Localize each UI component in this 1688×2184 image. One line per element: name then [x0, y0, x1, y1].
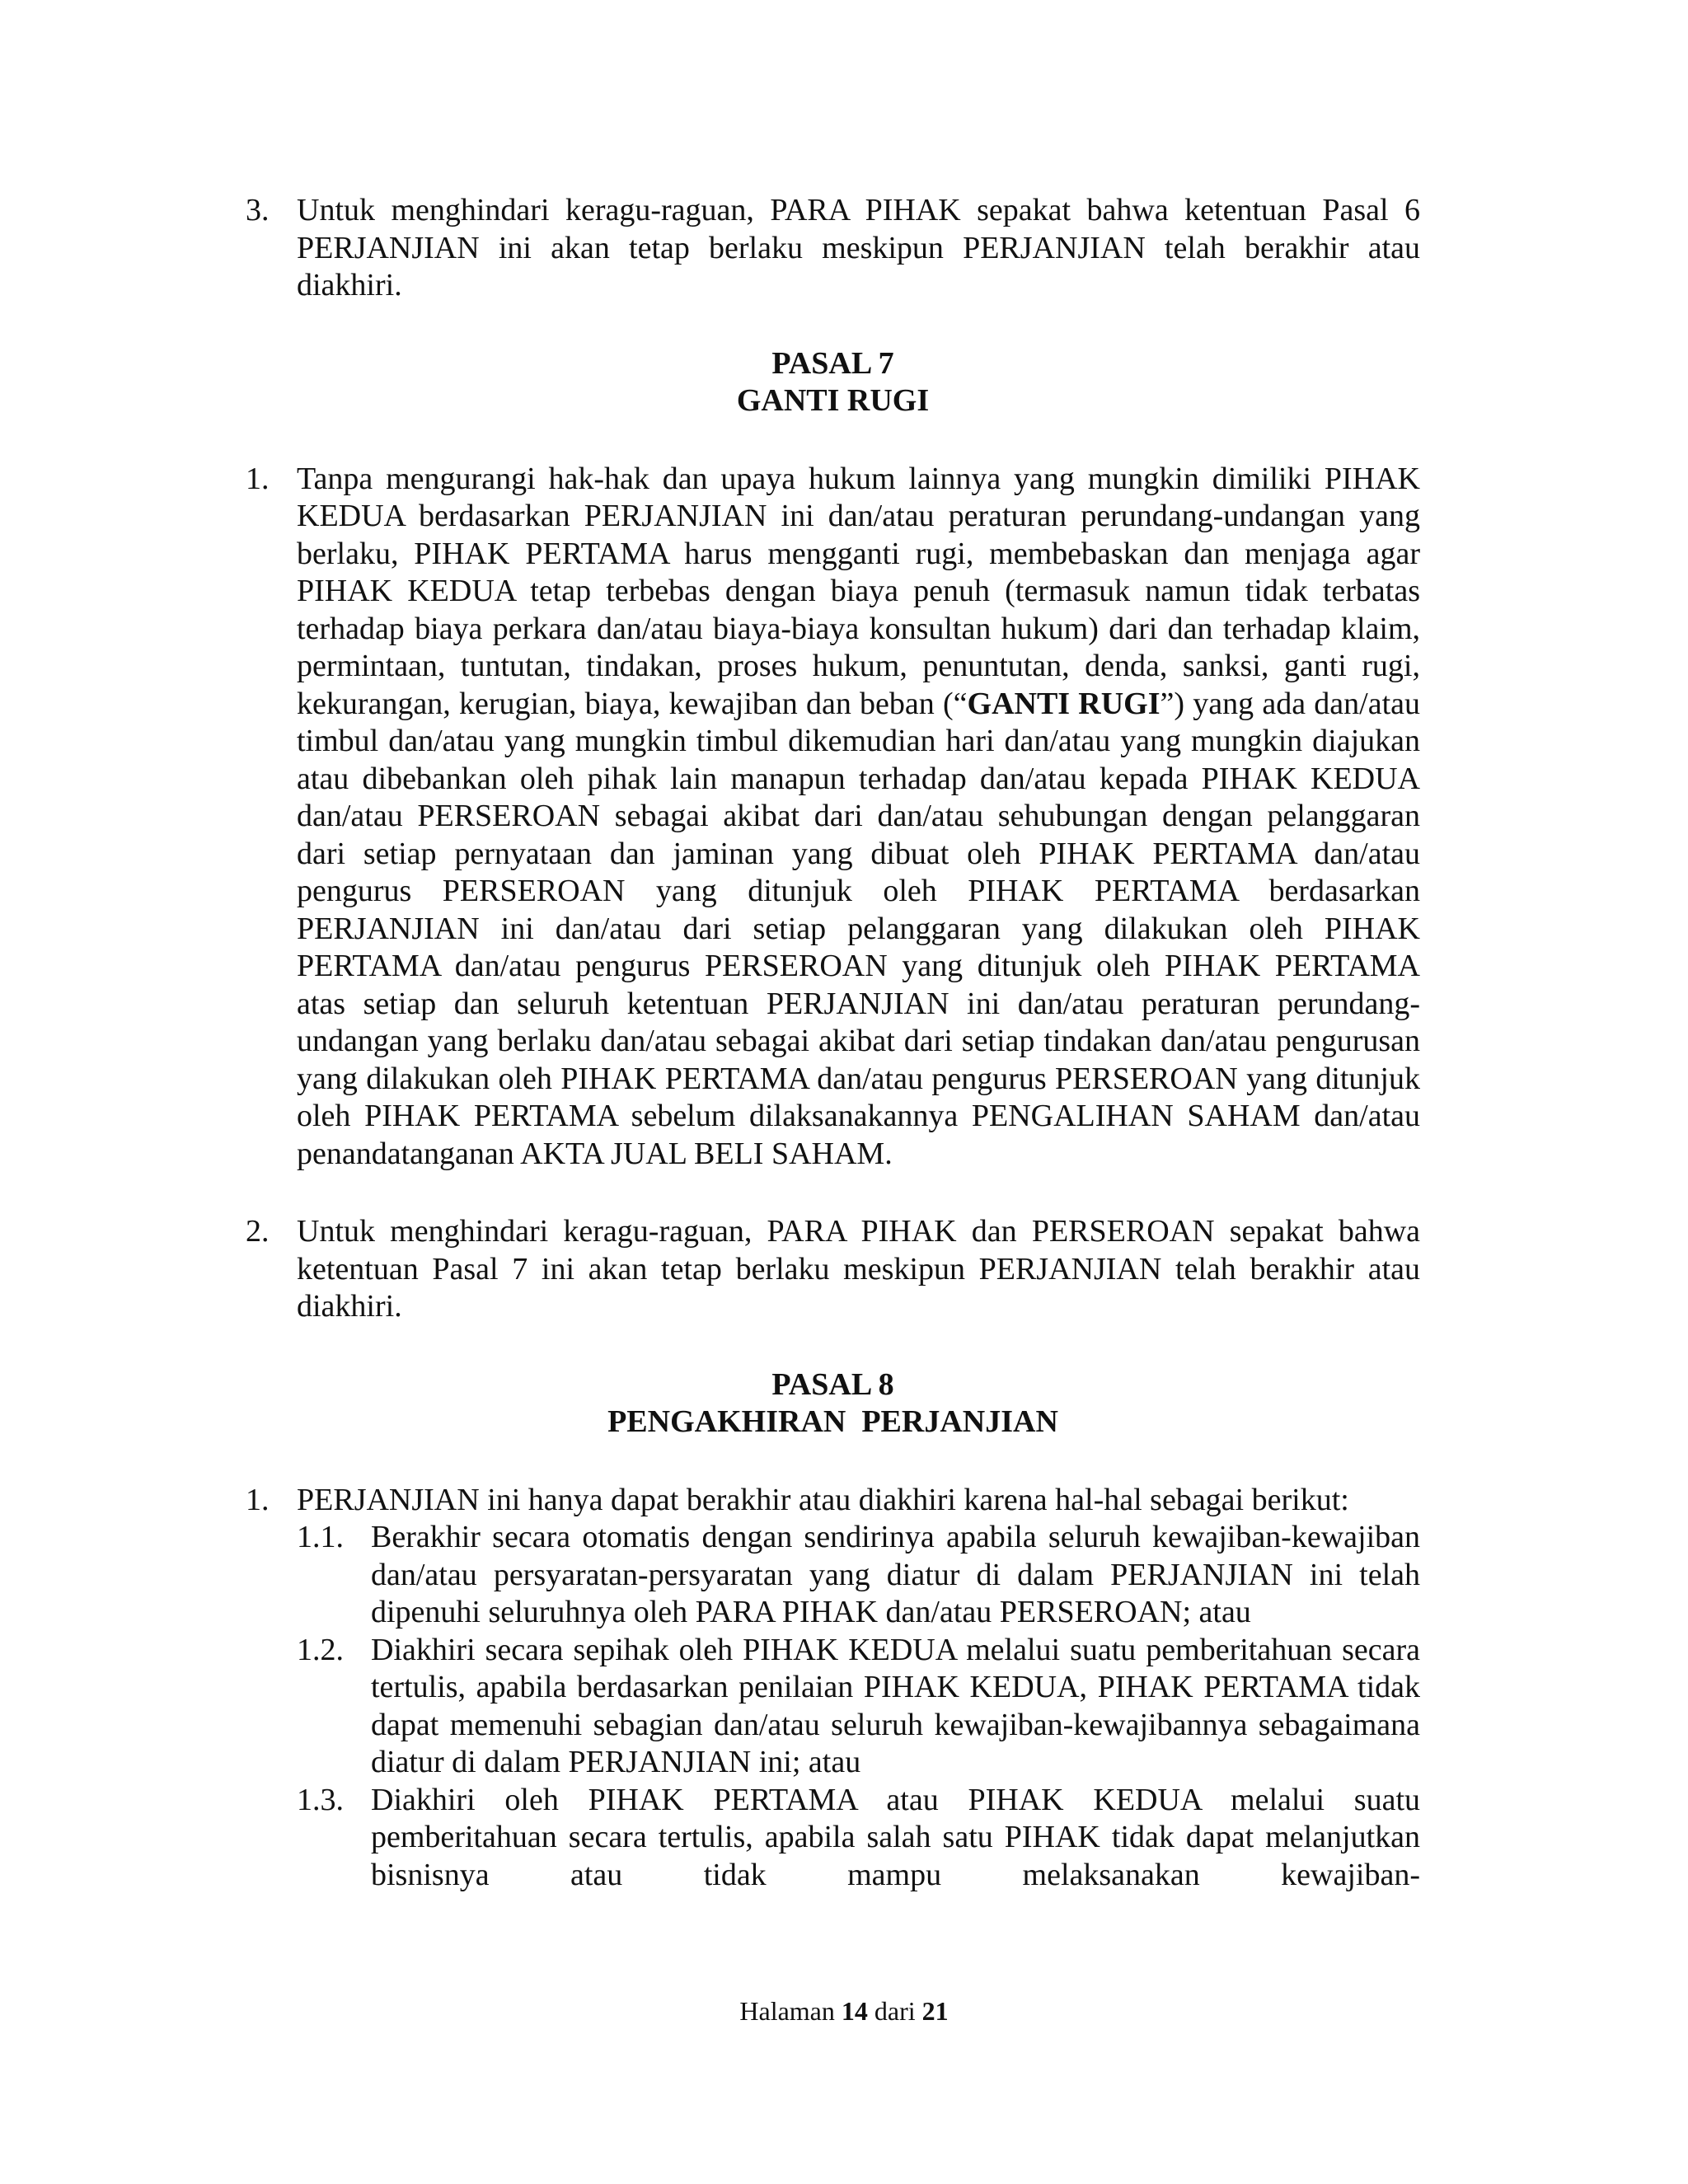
sub-item-text: Diakhiri oleh PIHAK PERTAMA atau PIHAK KEDUA melalui suatu pemberitahuan secara tertulis, apabila salah satu PIHAK tidak dapat melanjutkan bisnisnya atau tidak mampu melaksanakan kewajiban-	[371, 1782, 1420, 1892]
footer-page-number: 14	[841, 1996, 868, 2026]
pasal7-item-2	[246, 1213, 1420, 1326]
document-body	[246, 192, 1420, 1894]
footer-total-pages: 21	[921, 1996, 949, 2026]
sub-item-number: 1.1.	[297, 1520, 344, 1554]
footer-prefix: Halaman	[739, 1996, 835, 2026]
sub-item-number: 1.2.	[297, 1632, 344, 1667]
item-number: 3.	[246, 193, 270, 227]
pasal7-item-1	[246, 461, 1420, 1174]
pasal8-sub-item-1-3	[297, 1782, 1420, 1895]
item-number: 1.	[246, 461, 270, 496]
sub-item-text: Diakhiri secara sepihak oleh PIHAK KEDUA melalui suatu pemberitahuan secara tertulis, apabila berdasarkan penilaian PIHAK KEDUA, PIHAK PERTAMA tidak dapat memenuhi sebagian dan/atau seluruh kewajiban-kewajibannya sebagaimana diatur di dalam PERJANJIAN ini; atau	[371, 1632, 1420, 1779]
item-text-a: Tanpa mengurangi hak-hak dan upaya hukum lainnya yang mungkin dimiliki PIHAK KEDUA berdasarkan PERJANJIAN ini dan/atau peraturan perundang-undangan yang berlaku, PIHAK PERTAMA harus mengganti rugi, membebaskan dan menjaga agar PIHAK KEDUA tetap terbebas dengan biaya penuh (termasuk namun tidak terbatas terhadap biaya perkara dan/atau biaya-biaya konsultan hukum) dari dan terhadap klaim, permintaan, tuntutan, tindakan, proses hukum, penuntutan, denda, sanksi, ganti rugi, kekurangan, kerugian, biaya, kewajiban dan beban (“	[297, 461, 1420, 721]
item-number: 2.	[246, 1214, 270, 1249]
sub-item-number: 1.3.	[297, 1782, 344, 1817]
item-text: Untuk menghindari keragu-raguan, PARA PIHAK dan PERSEROAN sepakat bahwa ketentuan Pasal 7 ini akan tetap berlaku meskipun PERJANJIAN telah berakhir atau diakhiri.	[297, 1214, 1420, 1324]
item-text: PERJANJIAN ini hanya dapat berakhir atau diakhiri karena hal-hal sebagai berikut:	[297, 1482, 1349, 1517]
item-text-b: ”) yang ada dan/atau timbul dan/atau yang mungkin timbul dikemudian hari dan/atau yang mungkin diajukan atau dibebankan oleh pihak lain manapun terhadap dan/atau kepada PIHAK KEDUA dan/atau PERSEROAN sebagai akibat dari dan/atau sehubungan dengan pelanggaran dari setiap pernyataan dan jaminan yang dibuat oleh PIHAK PERTAMA dan/atau pengurus PERSEROAN yang ditunjuk oleh PIHAK PERTAMA berdasarkan PERJANJIAN ini dan/atau dari setiap pelanggaran yang dilakukan oleh PIHAK PERTAMA dan/atau pengurus PERSEROAN yang ditunjuk oleh PIHAK PERTAMA atas setiap dan seluruh ketentuan PERJANJIAN ini dan/atau peraturan perundang-undangan yang berlaku dan/atau sebagai akibat dari setiap tindakan dan/atau pengurusan yang dilakukan oleh PIHAK PERTAMA dan/atau pengurus PERSEROAN yang ditunjuk oleh PIHAK PERTAMA sebelum dilaksanakannya PENGALIHAN SAHAM dan/atau penandatanganan AKTA JUAL BELI SAHAM.	[297, 686, 1420, 1171]
pasal8-sub-item-1-2	[297, 1632, 1420, 1782]
pasal7-heading	[246, 345, 1420, 420]
pasal7-subtitle: GANTI RUGI	[736, 383, 930, 418]
footer-middle: dari	[874, 1996, 916, 2026]
page-footer	[0, 1994, 1688, 2027]
pasal8-title: PASAL 8	[771, 1366, 894, 1402]
pasal6-item-3	[246, 192, 1420, 305]
item-text: Untuk menghindari keragu-raguan, PARA PIHAK sepakat bahwa ketentuan Pasal 6 PERJANJIAN ini akan tetap berlaku meskipun PERJANJIAN telah berakhir atau diakhiri.	[297, 193, 1420, 302]
item-number: 1.	[246, 1482, 270, 1517]
pasal8-heading	[246, 1366, 1420, 1441]
pasal8-subtitle: PENGAKHIRAN PERJANJIAN	[607, 1404, 1058, 1439]
defined-term-ganti-rugi: GANTI RUGI	[967, 686, 1160, 721]
pasal8-sub-item-1-1	[297, 1519, 1420, 1632]
pasal7-title: PASAL 7	[771, 345, 894, 381]
pasal8-item-1	[246, 1482, 1420, 1895]
sub-item-text: Berakhir secara otomatis dengan sendirinya apabila seluruh kewajiban-kewajiban dan/atau persyaratan-persyaratan yang diatur di dalam PERJANJIAN ini telah dipenuhi seluruhnya oleh PARA PIHAK dan/atau PERSEROAN; atau	[371, 1520, 1420, 1629]
